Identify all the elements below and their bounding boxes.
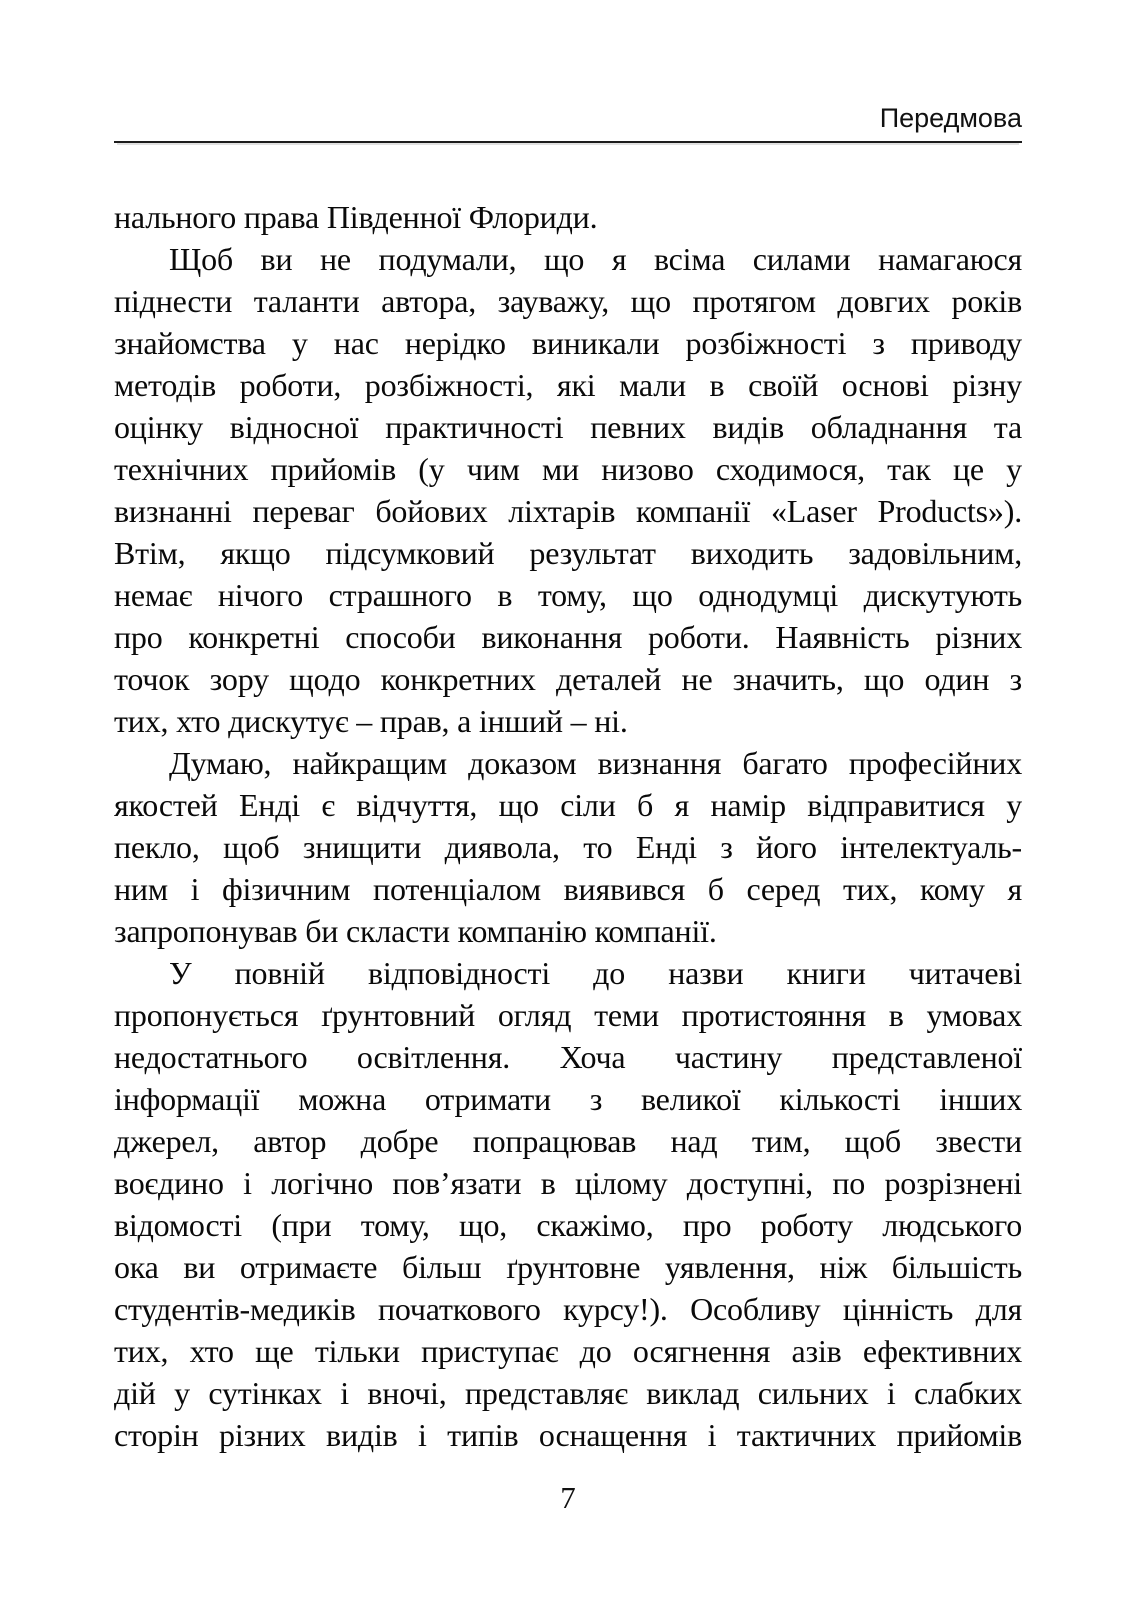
text-line: оцінку відносної практичності певних видів обладнання та — [114, 409, 1022, 445]
text-line: точок зору щодо конкретних деталей не значить, що один з — [114, 661, 1022, 697]
text-line: нального права Південної Флориди. — [114, 199, 598, 235]
text-line: студентів-медиків початкового курсу!). Особливу цінність для — [114, 1291, 1022, 1327]
text-line: тих, хто ще тільки приступає до осягнення азів ефективних — [114, 1333, 1022, 1369]
text-line: пекло, щоб знищити диявола, то Енді з його інтелектуаль- — [114, 829, 1022, 865]
body-text — [114, 196, 1022, 1456]
text-line: про конкретні способи виконання роботи. Наявність різних — [114, 619, 1022, 655]
text-line: тих, хто дискутує – прав, а інший – ні. — [114, 703, 628, 739]
text-line: сторін різних видів і типів оснащення і тактичних прийомів — [114, 1417, 1022, 1453]
text-line: пропонується ґрунтовний огляд теми протистояння в умовах — [114, 997, 1022, 1033]
text-line: джерел, автор добре попрацював над тим, щоб звести — [114, 1123, 1022, 1159]
text-line: У повній відповідності до назви книги читачеві — [169, 955, 1022, 991]
text-line: знайомства у нас нерідко виникали розбіжності з приводу — [114, 325, 1022, 361]
text-line: Думаю, найкращим доказом визнання багато професійних — [169, 745, 1022, 781]
text-line: дій у сутінках і вночі, представляє виклад сильних і слабких — [114, 1375, 1022, 1411]
text-line: ока ви отримаєте більш ґрунтовне уявлення, ніж більшість — [114, 1249, 1022, 1285]
text-line: піднести таланти автора, зауважу, що протягом довгих років — [114, 283, 1022, 319]
text-line: технічних прийомів (у чим ми низово сходимося, так це у — [114, 451, 1022, 487]
text-line: якостей Енді є відчуття, що сіли б я намір відправитися у — [114, 787, 1022, 823]
text-line: Втім, якщо підсумковий результат виходить задовільним, — [114, 535, 1022, 571]
text-line: інформації можна отримати з великої кількості інших — [114, 1081, 1022, 1117]
text-line: методів роботи, розбіжності, які мали в своїй основі різну — [114, 367, 1022, 403]
text-line: воєдино і логічно пов’язати в цілому доступні, по розрізнені — [114, 1165, 1022, 1201]
text-line: ним і фізичним потенціалом виявився б серед тих, кому я — [114, 871, 1022, 907]
text-line: відомості (при тому, що, скажімо, про роботу людського — [114, 1207, 1022, 1243]
running-header: Передмова — [114, 102, 1022, 143]
page-number: 7 — [560, 1480, 576, 1515]
text-line: визнанні переваг бойових ліхтарів компанії «Laser Products»). — [114, 493, 1022, 529]
text-line: запропонував би скласти компанію компанії. — [114, 913, 717, 949]
text-line: недостатнього освітлення. Хоча частину представленої — [114, 1039, 1022, 1075]
text-line: Щоб ви не подумали, що я всіма силами намагаюся — [169, 241, 1022, 277]
text-line: немає нічого страшного в тому, що однодумці дискутують — [114, 577, 1022, 613]
